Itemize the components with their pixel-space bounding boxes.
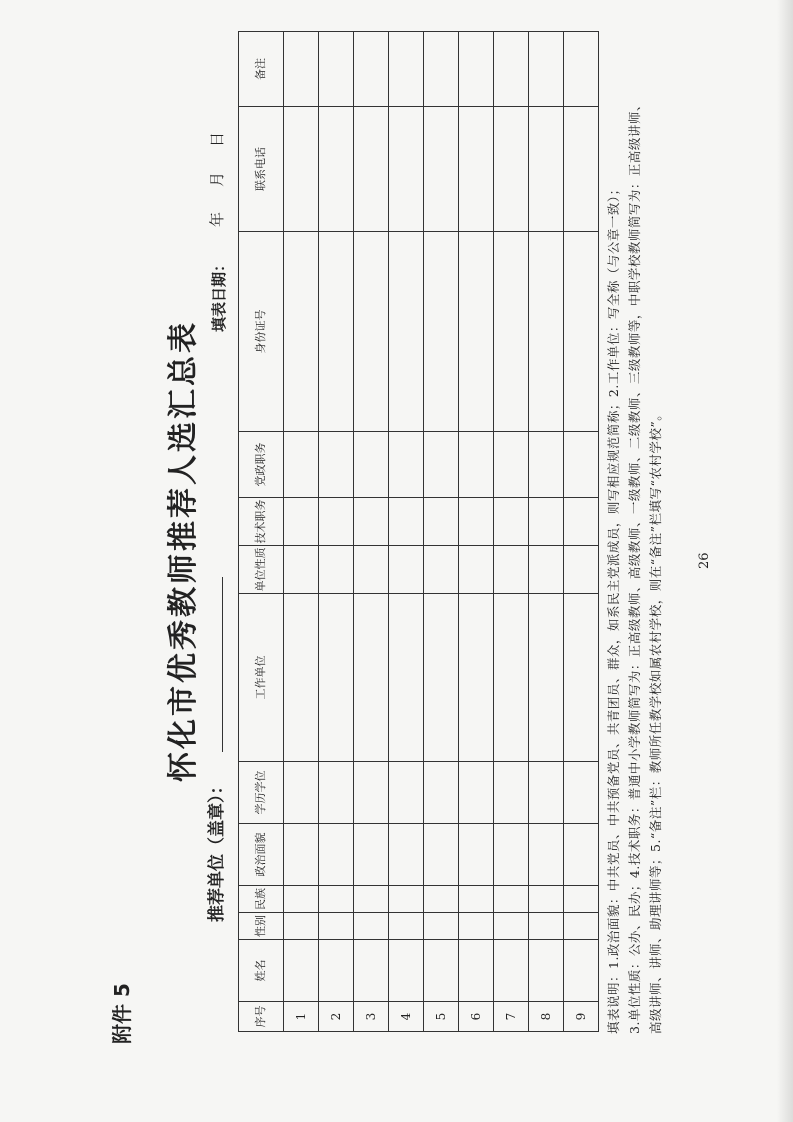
- row-number-cell: 4: [389, 1002, 424, 1032]
- row-number-cell: 2: [319, 1002, 354, 1032]
- blank-cell: [494, 594, 529, 762]
- instruction-line: 高级讲师、讲师、助理讲师等；5.“备注”栏：教师所任教学校如属农村学校，则在“备注”栏填写“农村学校”。: [648, 407, 663, 1034]
- blank-cell: [354, 940, 389, 1002]
- blank-cell: [529, 498, 564, 546]
- summary-table: [238, 31, 599, 1032]
- blank-cell: [319, 762, 354, 824]
- table-row: [284, 32, 319, 1032]
- blank-cell: [389, 232, 424, 432]
- blank-cell: [319, 824, 354, 886]
- row-number-cell: 8: [529, 1002, 564, 1032]
- header-cell: 联系电话: [239, 107, 284, 232]
- blank-cell: [319, 498, 354, 546]
- blank-cell: [529, 232, 564, 432]
- blank-cell: [319, 594, 354, 762]
- row-number-cell: 7: [494, 1002, 529, 1032]
- blank-cell: [424, 498, 459, 546]
- blank-cell: [354, 594, 389, 762]
- blank-cell: [284, 886, 319, 913]
- blank-cell: [284, 498, 319, 546]
- annex-label: 附件 5: [110, 983, 134, 1044]
- blank-cell: [424, 940, 459, 1002]
- blank-cell: [564, 432, 599, 498]
- blank-cell: [354, 232, 389, 432]
- blank-cell: [424, 886, 459, 913]
- blank-cell: [319, 913, 354, 940]
- blank-cell: [284, 432, 319, 498]
- blank-cell: [459, 546, 494, 594]
- blank-cell: [319, 107, 354, 232]
- blank-cell: [354, 498, 389, 546]
- date-year: 年: [208, 211, 226, 227]
- header-cell: 序号: [239, 1002, 284, 1032]
- blank-cell: [459, 32, 494, 107]
- blank-cell: [389, 498, 424, 546]
- blank-cell: [459, 432, 494, 498]
- blank-cell: [284, 913, 319, 940]
- blank-cell: [319, 886, 354, 913]
- blank-cell: [319, 940, 354, 1002]
- blank-cell: [319, 546, 354, 594]
- blank-cell: [459, 107, 494, 232]
- blank-cell: [389, 546, 424, 594]
- blank-cell: [529, 886, 564, 913]
- blank-cell: [354, 762, 389, 824]
- blank-cell: [284, 32, 319, 107]
- blank-cell: [529, 107, 564, 232]
- blank-cell: [494, 913, 529, 940]
- fill-date-label: 填表日期：: [210, 256, 228, 332]
- instruction-line: 填表说明：1.政治面貌：中共党员、中共预备党员、共青团员、群众，如系民主党派成员，则写相应规范简称；2.工作单位：写全称（与公章一致）；: [606, 182, 621, 1034]
- blank-cell: [389, 594, 424, 762]
- date-month: 月: [208, 171, 226, 187]
- blank-cell: [564, 232, 599, 432]
- blank-cell: [389, 762, 424, 824]
- row-number-cell: 1: [284, 1002, 319, 1032]
- blank-cell: [564, 762, 599, 824]
- blank-cell: [494, 940, 529, 1002]
- blank-cell: [459, 232, 494, 432]
- blank-cell: [389, 886, 424, 913]
- blank-cell: [494, 498, 529, 546]
- row-number-cell: 5: [424, 1002, 459, 1032]
- blank-cell: [319, 432, 354, 498]
- blank-cell: [389, 32, 424, 107]
- blank-cell: [564, 824, 599, 886]
- blank-cell: [284, 107, 319, 232]
- header-cell: 技术职务: [239, 498, 284, 546]
- blank-cell: [319, 32, 354, 107]
- blank-cell: [284, 824, 319, 886]
- header-cell: 政治面貌: [239, 824, 284, 886]
- row-number-cell: 3: [354, 1002, 389, 1032]
- blank-cell: [284, 594, 319, 762]
- blank-cell: [389, 432, 424, 498]
- blank-cell: [564, 546, 599, 594]
- page-title: 怀化市优秀教师推荐人选汇总表: [166, 320, 201, 782]
- blank-cell: [284, 762, 319, 824]
- table-row: [424, 32, 459, 1032]
- blank-cell: [494, 886, 529, 913]
- blank-cell: [459, 886, 494, 913]
- header-cell: 性别: [239, 913, 284, 940]
- blank-cell: [389, 940, 424, 1002]
- blank-cell: [564, 913, 599, 940]
- row-number-cell: 6: [459, 1002, 494, 1032]
- blank-cell: [494, 107, 529, 232]
- header-cell: 学历学位: [239, 762, 284, 824]
- blank-cell: [424, 432, 459, 498]
- blank-cell: [354, 824, 389, 886]
- blank-cell: [529, 762, 564, 824]
- blank-cell: [494, 762, 529, 824]
- blank-cell: [424, 913, 459, 940]
- blank-cell: [459, 913, 494, 940]
- date-day: 日: [208, 131, 226, 147]
- blank-cell: [529, 32, 564, 107]
- blank-cell: [424, 824, 459, 886]
- blank-cell: [389, 824, 424, 886]
- recommend-unit-underline: [222, 577, 223, 752]
- blank-cell: [354, 546, 389, 594]
- blank-cell: [424, 232, 459, 432]
- blank-cell: [354, 107, 389, 232]
- blank-cell: [529, 824, 564, 886]
- table-row: [354, 32, 389, 1032]
- blank-cell: [494, 824, 529, 886]
- row-number-cell: 9: [564, 1002, 599, 1032]
- header-cell: 党政职务: [239, 432, 284, 498]
- table-row: [389, 32, 424, 1032]
- blank-cell: [564, 886, 599, 913]
- blank-cell: [424, 546, 459, 594]
- blank-cell: [319, 232, 354, 432]
- blank-cell: [424, 32, 459, 107]
- blank-cell: [529, 546, 564, 594]
- table-header-row: [239, 32, 284, 1032]
- instruction-line: 3.单位性质：公办、民办；4.技术职务：普通中小学教师简写为：正高级教师、高级教师、一级教师、二级教师、三级教师等，中职学校教师简写为：正高级讲师、: [627, 98, 642, 1034]
- blank-cell: [459, 940, 494, 1002]
- blank-cell: [459, 824, 494, 886]
- blank-cell: [494, 432, 529, 498]
- blank-cell: [564, 594, 599, 762]
- blank-cell: [354, 913, 389, 940]
- blank-cell: [494, 546, 529, 594]
- table-row: [494, 32, 529, 1032]
- blank-cell: [564, 32, 599, 107]
- blank-cell: [459, 594, 494, 762]
- blank-cell: [459, 498, 494, 546]
- blank-cell: [529, 940, 564, 1002]
- blank-cell: [564, 940, 599, 1002]
- blank-cell: [424, 594, 459, 762]
- blank-cell: [529, 432, 564, 498]
- blank-cell: [389, 107, 424, 232]
- blank-cell: [354, 886, 389, 913]
- header-cell: 身份证号: [239, 232, 284, 432]
- page-number: 26: [697, 552, 712, 569]
- blank-cell: [494, 32, 529, 107]
- blank-cell: [284, 232, 319, 432]
- header-cell: 民族: [239, 886, 284, 913]
- blank-cell: [459, 762, 494, 824]
- blank-cell: [284, 940, 319, 1002]
- blank-cell: [529, 913, 564, 940]
- table-row: [564, 32, 599, 1032]
- blank-cell: [494, 232, 529, 432]
- header-cell: 工作单位: [239, 594, 284, 762]
- blank-cell: [389, 913, 424, 940]
- table-row: [459, 32, 494, 1032]
- header-cell: 姓名: [239, 940, 284, 1002]
- table-row: [319, 32, 354, 1032]
- blank-cell: [354, 432, 389, 498]
- blank-cell: [564, 498, 599, 546]
- fill-instructions: [603, 84, 666, 1034]
- blank-cell: [354, 32, 389, 107]
- header-cell: 单位性质: [239, 546, 284, 594]
- blank-cell: [424, 107, 459, 232]
- blank-cell: [529, 594, 564, 762]
- blank-cell: [284, 546, 319, 594]
- blank-cell: [424, 762, 459, 824]
- blank-cell: [564, 107, 599, 232]
- table-row: [529, 32, 564, 1032]
- recommend-unit-label: 推荐单位（盖章）：: [207, 777, 227, 922]
- header-cell: 备注: [239, 32, 284, 107]
